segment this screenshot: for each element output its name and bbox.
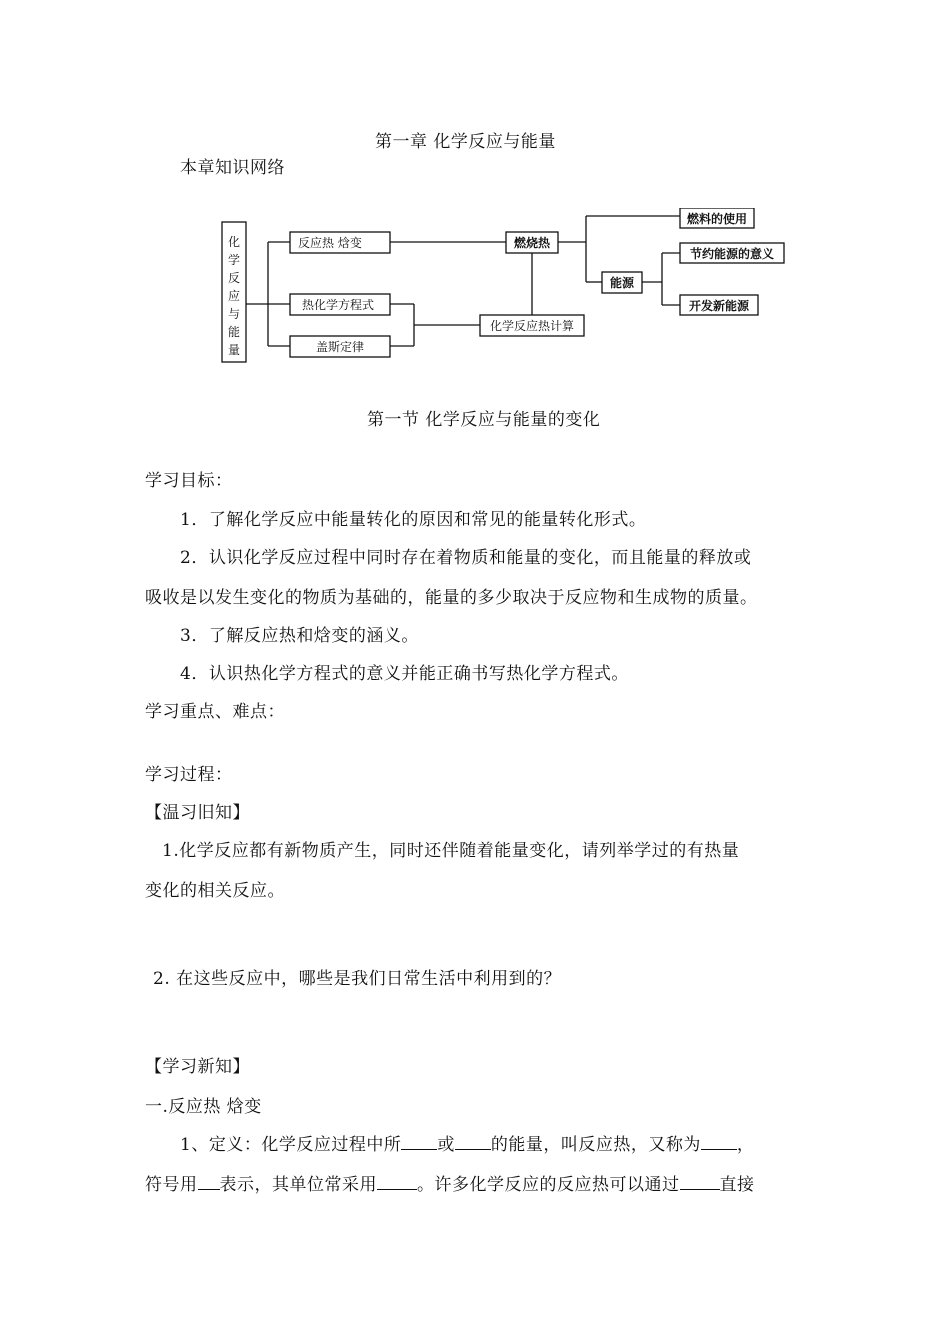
heat-calc-label: 化学反应热计算 — [489, 319, 575, 333]
definition-text-1c: 的能量，叫反应热，又称为 — [490, 1135, 701, 1155]
knowledge-network-diagram — [218, 208, 798, 368]
definition-text-1a: 1、定义：化学反应过程中所 — [180, 1135, 402, 1155]
blank-alias[interactable] — [701, 1135, 737, 1150]
blank-symbol[interactable] — [198, 1175, 220, 1190]
review-question-1-line2: 变化的相关反应。 — [145, 881, 285, 901]
definition-text-2a: 符号用 — [145, 1175, 198, 1195]
process-label: 学习过程： — [145, 765, 233, 785]
topic1-heading: 一.反应热 焓变 — [145, 1097, 262, 1117]
review-question-1-line1: 1.化学反应都有新物质产生，同时还伴随着能量变化，请列举学过的有热量 — [162, 841, 740, 861]
root-char-0: 化 — [227, 235, 241, 249]
goal-item-2-line2: 吸收是以发生变化的物质为基础的，能量的多少取决于反应物和生成物的质量。 — [145, 588, 758, 608]
knowledge-network-label: 本章知识网络 — [180, 158, 285, 178]
root-char-2: 反 — [227, 271, 241, 285]
blank-released[interactable] — [401, 1135, 437, 1150]
root-char-3: 应 — [227, 289, 241, 303]
definition-text-2c: 。许多化学反应的反应热可以通过 — [417, 1175, 680, 1195]
save-energy-label: 节约能源的意义 — [689, 247, 775, 261]
new-knowledge-label: 【学习新知】 — [145, 1057, 250, 1077]
root-char-6: 量 — [227, 343, 241, 357]
goal-item-3: 3．了解反应热和焓变的涵义。 — [180, 626, 419, 646]
definition-text-1b: 或 — [437, 1135, 455, 1155]
definition-text-2b: 表示，其单位常采用 — [219, 1175, 377, 1195]
reaction-heat-label: 反应热 焓变 — [298, 236, 362, 250]
definition-line-2 — [145, 1170, 755, 1195]
root-char-4: 与 — [227, 307, 241, 321]
goal-item-1: 1．了解化学反应中能量转化的原因和常见的能量转化形式。 — [180, 510, 647, 530]
definition-text-2d: 直接 — [719, 1175, 755, 1195]
review-label: 【温习旧知】 — [145, 803, 250, 823]
key-points-label: 学习重点、难点： — [145, 702, 285, 722]
blank-absorbed[interactable] — [455, 1135, 491, 1150]
fuel-use-label: 燃料的使用 — [686, 212, 748, 226]
combustion-heat-label: 燃烧热 — [513, 236, 551, 250]
goal-item-4: 4．认识热化学方程式的意义并能正确书写热化学方程式。 — [180, 664, 629, 684]
hess-law-label: 盖斯定律 — [316, 340, 365, 354]
goal-item-2-line1: 2．认识化学反应过程中同时存在着物质和能量的变化，而且能量的释放或 — [180, 548, 752, 568]
root-char-5: 能 — [227, 325, 241, 339]
blank-unit[interactable] — [377, 1175, 417, 1190]
definition-line-1 — [180, 1130, 754, 1155]
energy-source-label: 能源 — [609, 276, 635, 290]
new-energy-label: 开发新能源 — [688, 299, 750, 313]
goals-label: 学习目标： — [145, 471, 233, 491]
review-question-2: 2. 在这些反应中，哪些是我们日常生活中利用到的？ — [153, 969, 562, 989]
definition-text-1d: ， — [736, 1135, 755, 1155]
thermo-equation-label: 热化学方程式 — [302, 298, 375, 312]
root-char-1: 学 — [227, 253, 241, 267]
chapter-title: 第一章 化学反应与能量 — [375, 132, 556, 152]
section-title: 第一节 化学反应与能量的变化 — [367, 410, 601, 430]
blank-method[interactable] — [680, 1175, 720, 1190]
